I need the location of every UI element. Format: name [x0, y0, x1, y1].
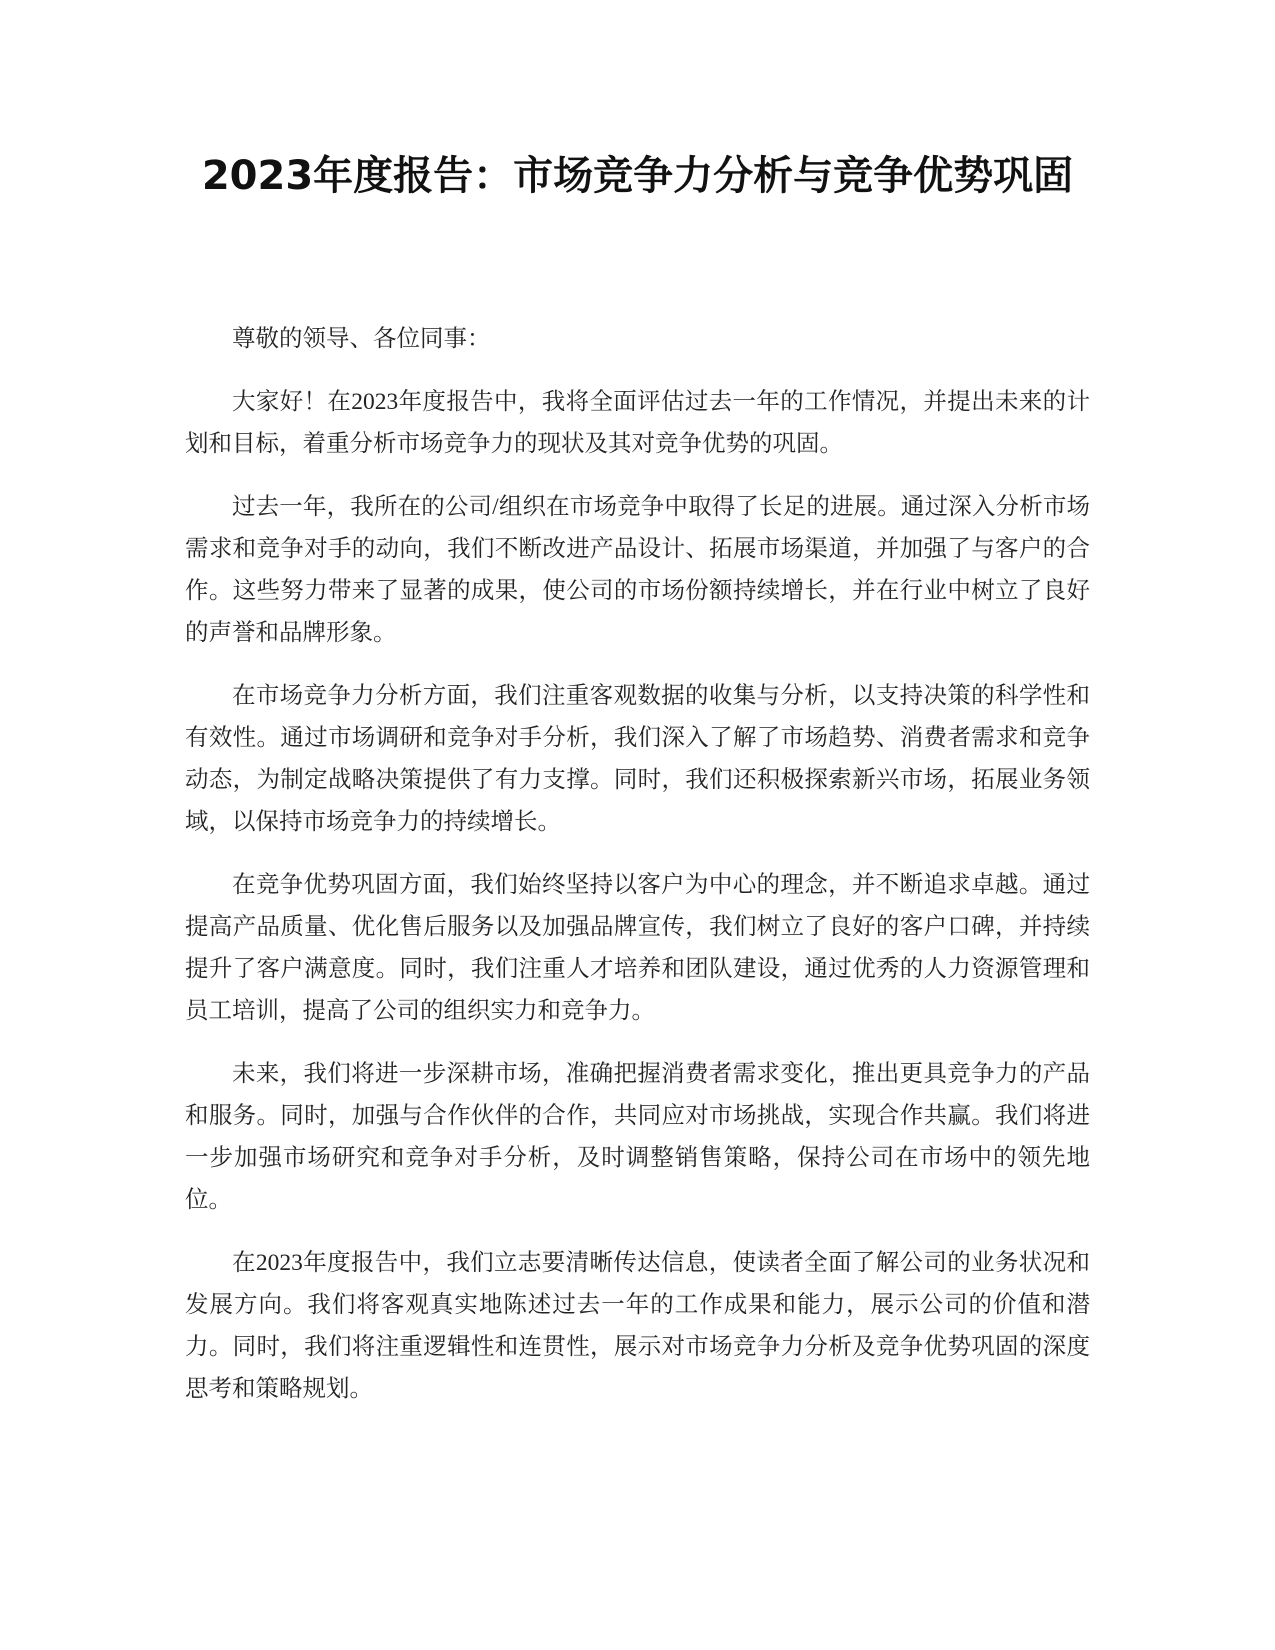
advantage-consolidation-paragraph: 在竞争优势巩固方面，我们始终坚持以客户为中心的理念，并不断追求卓越。通过提高产品质量、优化售后服务以及加强品牌宣传，我们树立了良好的客户口碑，并持续提升了客户满意度。同时，我们注重人才培养和团队建设，通过优秀的人力资源管理和员工培训，提高了公司的组织实力和竞争力。: [185, 872, 1090, 1024]
past-year-paragraph: 过去一年，我所在的公司/组织在市场竞争中取得了长足的进展。通过深入分析市场需求和竞争对手的动向，我们不断改进产品设计、拓展市场渠道，并加强了与客户的合作。这些努力带来了显著的成果，使公司的市场份额持续增长，并在行业中树立了良好的声誉和品牌形象。: [185, 494, 1090, 646]
intro-paragraph: 大家好！在2023年度报告中，我将全面评估过去一年的工作情况，并提出未来的计划和目标，着重分析市场竞争力的现状及其对竞争优势的巩固。: [185, 389, 1090, 457]
document-title: 2023年度报告：市场竞争力分析与竞争优势巩固: [201, 153, 1074, 199]
competitiveness-analysis-paragraph: 在市场竞争力分析方面，我们注重客观数据的收集与分析，以支持决策的科学性和有效性。通过市场调研和竞争对手分析，我们深入了解了市场趋势、消费者需求和竞争动态，为制定战略决策提供了有力支撑。同时，我们还积极探索新兴市场，拓展业务领域，以保持市场竞争力的持续增长。: [185, 683, 1090, 835]
salutation-paragraph: 尊敬的领导、各位同事：: [232, 326, 491, 352]
future-plan-paragraph: 未来，我们将进一步深耕市场，准确把握消费者需求变化，推出更具竞争力的产品和服务。同时，加强与合作伙伴的合作，共同应对市场挑战，实现合作共赢。我们将进一步加强市场研究和竞争对手分析，及时调整销售策略，保持公司在市场中的领先地位。: [185, 1061, 1090, 1213]
report-goal-paragraph: 在2023年度报告中，我们立志要清晰传达信息，使读者全面了解公司的业务状况和发展方向。我们将客观真实地陈述过去一年的工作成果和能力，展示公司的价值和潜力。同时，我们将注重逻辑性和连贯性，展示对市场竞争力分析及竞争优势巩固的深度思考和策略规划。: [185, 1250, 1090, 1402]
document-body: [185, 318, 1090, 1431]
